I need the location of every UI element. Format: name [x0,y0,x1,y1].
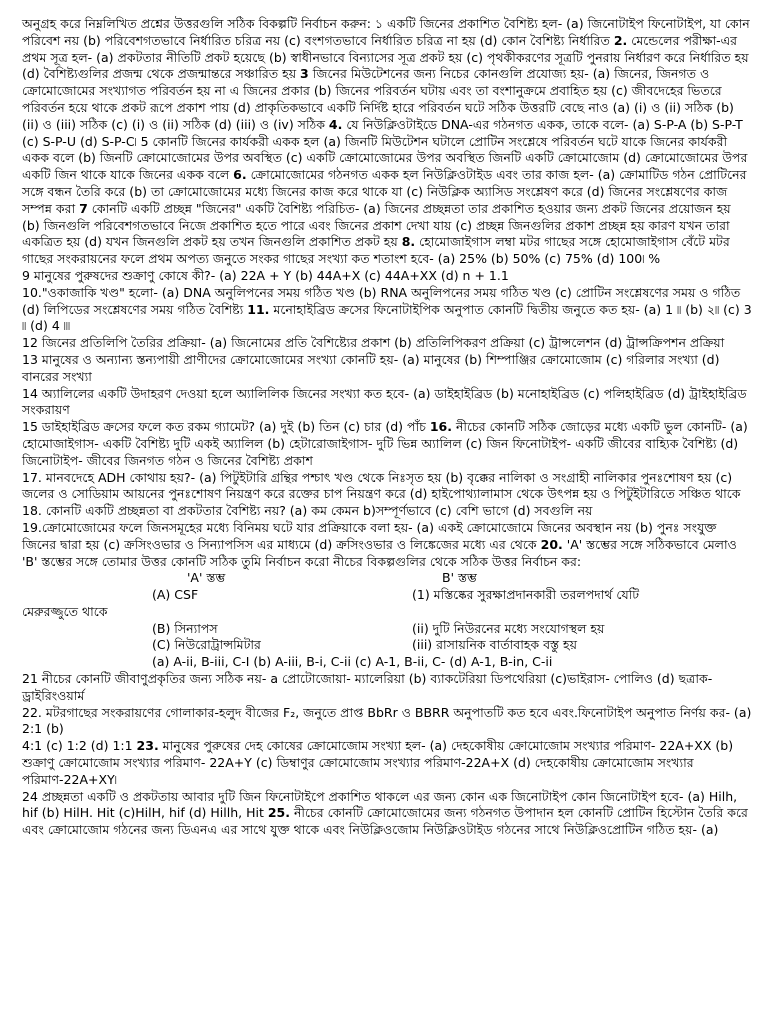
question-number: 20. [540,536,563,552]
match-table-header [22,570,752,587]
question-text: 14 অ্যালিলের একটি উদাহরণ দেওয়া হলে অ্যালিলিক জিনের সংখ্যা কত হবে- (a) ডাইহাইব্রিড (b) মনোহাইব্রিড (c) পলিহাইব্রিড (d) ট্রাইহাইব্রিড সংকরায়ণ [22,385,747,418]
question-number: 2. [613,32,628,48]
question-24-25 [22,789,752,839]
question-number: 7 [79,200,88,216]
question-text: 4:1 (c) 1:2 (d) 1:1 [22,738,137,754]
match-table-options: (a) A-ii, B-iii, C-I (b) A-iii, B-i, C-ii (c) A-1, B-ii, C- (d) A-1, B-in, C-ii [152,654,553,670]
question-text: 22. মটরগাছের সংকরায়ণের গোলাকার-হলুদ বীজের F₂, জনুতে প্রাপ্ত BbRr ও BBRR অনুপাতটি কত হবে এবং.ফিনোটাইপ অনুপাত নির্ণয় কর- (a) 2:1 (b) [22,704,752,737]
question-10-11 [22,285,752,335]
column-b-heading: B' স্তম্ভ [442,570,477,586]
question-number: 23. [136,738,159,754]
question-text: 'A' স্তম্ভের সঙ্গে সঠিকভাবে মেলাও 'B' স্তম্ভের সঙ্গে তোমার উত্তর কোনটি সঠিক তুমি নির্বাচন করো নীচের বিকল্পগুলির থেকে সঠিক উত্তর নির্বাচন কর: [22,536,737,569]
question-text: অনুগ্রহ করে নিম্নলিখিত প্রশ্নের উত্তরগুলি সঠিক বিকল্পটি নির্বাচন করুন: ১ একটি জিনের প্রকাশিত বৈশিষ্ট্য হল- (a) জিনোটাইপ ফিনোটাইপ, যা কোন পরিবেশ নয় (b) পরিবেশগতভাবে নির্ধারিত চরিত্র নয় (c) বংশগতভাবে নির্ধারিত চরিত্র না হয় (d) কোন বৈশিষ্ট্য নির্ধারিত [22,16,750,48]
question-text: হোমোজাইগাস লম্বা মটর গাছের সঙ্গে হোমোজাইগাস বেঁটে মটর গাছের সংকরায়নের ফলে প্রথম অপত্য জনুতে সংকর গাছের সংখ্যা কত শতাংশ হবে- (a) 25% (b) 50% (c) 75% (d) 100৷ % [22,234,730,267]
question-text: 9 মানুষের পুরুষদের শুক্রাণু কোষে কী?- (a) 22A + Y (b) 44A+X (c) 44A+XX (d) n + 1.1 [22,267,509,283]
question-text: মানুষের পুরুষের দেহ কোষের ক্রোমোজোম সংখ্যা হল- (a) দেহকোষীয় ক্রোমোজোম সংখ্যার পরিমাণ- 22A+XX (b) শুক্রাণু ক্রোমোজোম সংখ্যার পরিমাণ- 22A+Y (c) ডিম্বাণুর ক্রোমোজোম সংখ্যার পরিমাণ-22A+X (d) দেহকোষীয় ক্রোমোজোম সংখ্যার পরিমাণ-22A+XY৷ [22,738,734,787]
column-a-heading: 'A' স্তম্ভ [187,570,226,586]
question-text: 21 নীচের কোনটি জীবাণুপ্রকৃতির জন্য সঠিক নয়- a প্রোটোজোয়া- ম্যালেরিয়া (b) ব্যাকটেরিয়া ডিপথেরিয়া (c)ভাইরাস- পোলিও (d) ছত্রাক- ড্রাইরিংওয়ার্ম [22,671,713,703]
question-text: নীচের কোনটি ক্রোমোজোমের জন্য গঠনগত উপাদান হল কোনটি প্রোটিন হিস্টোন তৈরি করে এবং ক্রোমোজোম গঠনের জন্য ডিএনএ এর সাথে যুক্ত থাকে এবং নিউক্লিওজোম নিউক্লিওটাইড গঠনের সাথে নিউক্লিওপ্রোটিন গঠিত হয়- (a) [22,805,748,838]
question-text: 15 ডাইহাইব্রিড ক্রসের ফলে কত রকম গ্যামেট? (a) দুই (b) তিন (c) চার (d) পাঁচ [22,419,430,435]
question-text: জিনের মিউটেশনের জন্য নিচের কোনগুলি প্রযোজ্য হয়- (a) জিনের, জিনগত ও ক্রোমোজোমের সংখ্যাগত পরিবর্তন হয় না এ জিনের প্রকার (b) জিনের পরিবর্তন ঘটায় এবং তা বংশানুক্রমে প্রবাহিত হয় (c) জীবদেহের ভিতরে পরিবর্তন হয়ে থাকে প্রকট রূপে প্রকাশ পায় (d) প্রাকৃতিকভাবে একটি নির্দিষ্ট হারে পরিবর্তন ঘটে সঠিক উত্তরটি বেছে নাও (a) (i) ও (ii) সঠিক (b) (ii) ও (iii) সঠিক (c) (i) ও (ii) সঠিক (d) (iii) ও (iv) সঠিক [22,66,734,132]
match-table-row [22,587,752,604]
column-a-cell: (B) সিন্যাপস [152,620,218,636]
question-text: 18. কোনটি একটি প্রচ্ছন্নতা বা প্রকটতার বৈশিষ্ট্য নয়? (a) কম কেমন b)সম্পূর্ণভাবে (c) বেশি ভাগে (d) সবগুলি নয় [22,503,593,519]
question-21 [22,671,752,705]
question-number: 16. [429,419,452,435]
column-b-cell: (ii) দুটি নিউরনের মধ্যে সংযোগস্থল হয় [412,620,605,636]
question-text: 10."ওকাজাকি খণ্ড" হলো- (a) DNA অনুলিপনের সময় গঠিত খণ্ড (b) RNA অনুলিপনের সময় গঠিত খণ্ড (c) প্রোটিন সংশ্লেষণের সময় ও গঠিত (d) লিপিডের সংশ্লেষণের সময় গঠিত বৈশিষ্ট্য [22,284,741,317]
question-15-16 [22,419,752,469]
question-12 [22,335,752,352]
match-table-row [22,604,752,621]
question-text: 13 মানুষের ও অন্যান্য স্তন্যপায়ী প্রাণীদের ক্রোমোজোমের সংখ্যা কোনটি হয়- (a) মানুষের (b) শিম্পাঞ্জির ক্রোমোজোম (c) গরিলার সংখ্যা (d) বানরের সংখ্যা [22,351,720,384]
question-14 [22,386,752,420]
question-number: 6. [233,167,247,183]
question-number: 11. [247,301,270,317]
question-number: 25. [267,805,290,821]
question-17 [22,470,752,504]
question-text: 19.ক্রোমোজোমের ফলে জিনসমূহের মধ্যে বিনিময় ঘটে যার প্রক্রিয়াকে বলা হয়- (a) একই ক্রোমোজোমে জিনের অবস্থান নয় (b) পুনঃ সংযুক্ত জিনের দ্বারা হয় (c) ক্রসিংওভার ও সিন্যাপসিস এর মাধ্যমে (d) ক্রসিংওভার ও লিঙ্কেজের মধ্যে এর থেকে [22,519,717,552]
question-18 [22,503,752,520]
question-number: 3 [300,66,309,82]
column-b-cell: (iii) রাসায়নিক বার্তাবাহক বস্তু হয় [412,637,577,653]
column-a-cell: (A) CSF [152,587,199,603]
question-text: মনোহাইব্রিড ক্রসের ফিনোটাইপিক অনুপাত কোনটি দ্বিতীয় জনুতে কত হয়- (a) 1 ৷৷ (b) ২৷৷ (c) 3 ৷৷ (d) 4 ৷৷৷ [22,301,752,334]
question-text: 12 জিনের প্রতিলিপি তৈরির প্রক্রিয়া- (a) জিনোমের প্রতি বৈশিষ্ট্যের প্রকাশ (b) প্রতিলিপিকরণ প্রক্রিয়া (c) ট্রান্সলেশন (d) ট্রান্সক্রিপশন প্রক্রিয়া [22,335,725,351]
question-text: ক্রোমোজোমের গঠনগত একক হল নিউক্লিওটাইড এবং তার কাজ হল- (a) ক্রোমাটিড গঠন প্রোটিনের সঙ্গে বন্ধন তৈরি করে (b) তা ক্রোমোজোমের মধ্যে জিনের কাজ করে থাকে যা (c) নিউক্লিক অ্যাসিড সংশ্লেষণ করে (d) জিনের সংশ্লেষণের কাজ সম্পন্ন করা [22,167,747,216]
column-b-cell: (1) মস্তিষ্কের সুরক্ষাপ্রদানকারী তরলপদার্থ যেটি [412,587,640,603]
question-text: 24 প্রচ্ছন্নতা একটি ও প্রকটতায় আবার দুটি জিন ফিনোটাইপে প্রকাশিত থাকলে এর জন্য কোন এক জিনোটাইপ কোন জিনোটাইপ হবে- (a) Hilh, hif (b) HilH. Hit (c)HilH, hif (d) Hillh, Hit [22,788,738,821]
question-22-23 [22,738,752,788]
question-22 [22,705,752,739]
match-table-row [22,637,752,654]
question-number: 8. [401,234,416,250]
question-number: 4. [328,116,343,132]
question-text: 17. মানবদেহে ADH কোথায় হয়?- (a) পিটুইটারি গ্রন্থির পশ্চাৎ খণ্ড থেকে নিঃসৃত হয় (b) বৃক্কের নালিকা ও সংগ্রাহী নালিকার পুনঃশোষণ হয় (c) জলের ও সোডিয়াম আয়নের পুনঃশোষণ নিয়ন্ত্রণ করে রক্তের চাপ নিয়ন্ত্রণ করে (d) হাইপোথ্যালামাস থেকে উৎপন্ন হয় ও পিটুইটারিতে সঞ্চিত থাকে [22,469,741,502]
question-13 [22,352,752,386]
question-text: যে নিউক্লিওটাইডে DNA-এর গঠনগত একক, তাকে বলে- (a) S-P-A (b) S-P-T (c) S-P-U (d) S-P-C৷ 5 কোনটি জিনের কার্যকরী একক হল (a) জিনটি মিউটেশন ঘটালে প্রোটিন সংশ্লেষে পরিবর্তন ঘটে যাকে জিনের কার্যকরী একক বলে (b) জিনটি ক্রোমোজোমের উপর অবস্থিত (c) একটি ক্রোমোজোমের উপর অবস্থিত জিনটি একটি ক্রোমোজোম (d) ক্রোমোজোমের উপর একটি জিন থাকে যাকে জিনের একক বলে [22,116,748,183]
question-text: নীচের কোনটি সঠিক জোড়ের মধ্যে একটি ভুল কোনটি- (a) হোমোজাইগাস- একটি বৈশিষ্ট্য দুটি একই অ্যালিল (b) হেটারোজাইগাস- দুটি ভিন্ন অ্যালিল (c) জিন ফিনোটাইপ- একটি জীবের বাহ্যিক বৈশিষ্ট্য (d) জিনোটাইপ- জীবের জিনগত গঠন ও জিনের বৈশিষ্ট্য প্রকাশ [22,419,748,468]
match-table-row [22,621,752,638]
question-19-20 [22,520,752,570]
question-text: মেন্ডেলের পরীক্ষা-এর প্রথম সূত্র হল- (a) প্রকটতার নীতিটি প্রকট হয়েছে (b) স্বাধীনভাবে বিন্যাসের সূত্র প্রকট হয় (c) পৃথকীকরণের সূত্রটি পুনরায় নির্ধারণ করে নির্ধারিত হয় (d) বৈশিষ্ট্যগুলির প্রজন্ম থেকে প্রজন্মান্তরে সঞ্চারিত হয় [22,32,749,82]
question-text: কোনটি একটি প্রচ্ছন্ন "জিনের" একটি বৈশিষ্ট্য পরিচিত- (a) জিনের প্রচ্ছন্নতা তার প্রকাশিত হওয়ার জন্য প্রকট জিনের প্রয়োজন হয় (b) জিনগুলি পরিবেশগতভাবে নিজে প্রকাশিত হতে পারে এবং জিনের প্রকাশ দেখা যায় (c) প্রচ্ছন্ন জিনগুলির প্রকাশ প্রচ্ছন্ন হয় কারণ যখন তারা একত্রিত হয় (d) যখন জিনগুলি প্রকট হয় তখন জিনগুলি প্রকাশিত প্রকট হয় [22,200,731,250]
question-9 [22,268,752,285]
column-b-cell-continued: মেরুরজ্জুতে থাকে [22,603,108,619]
question-block-1 [22,16,752,268]
column-a-cell: (C) নিউরোট্রান্সমিটার [152,637,261,653]
